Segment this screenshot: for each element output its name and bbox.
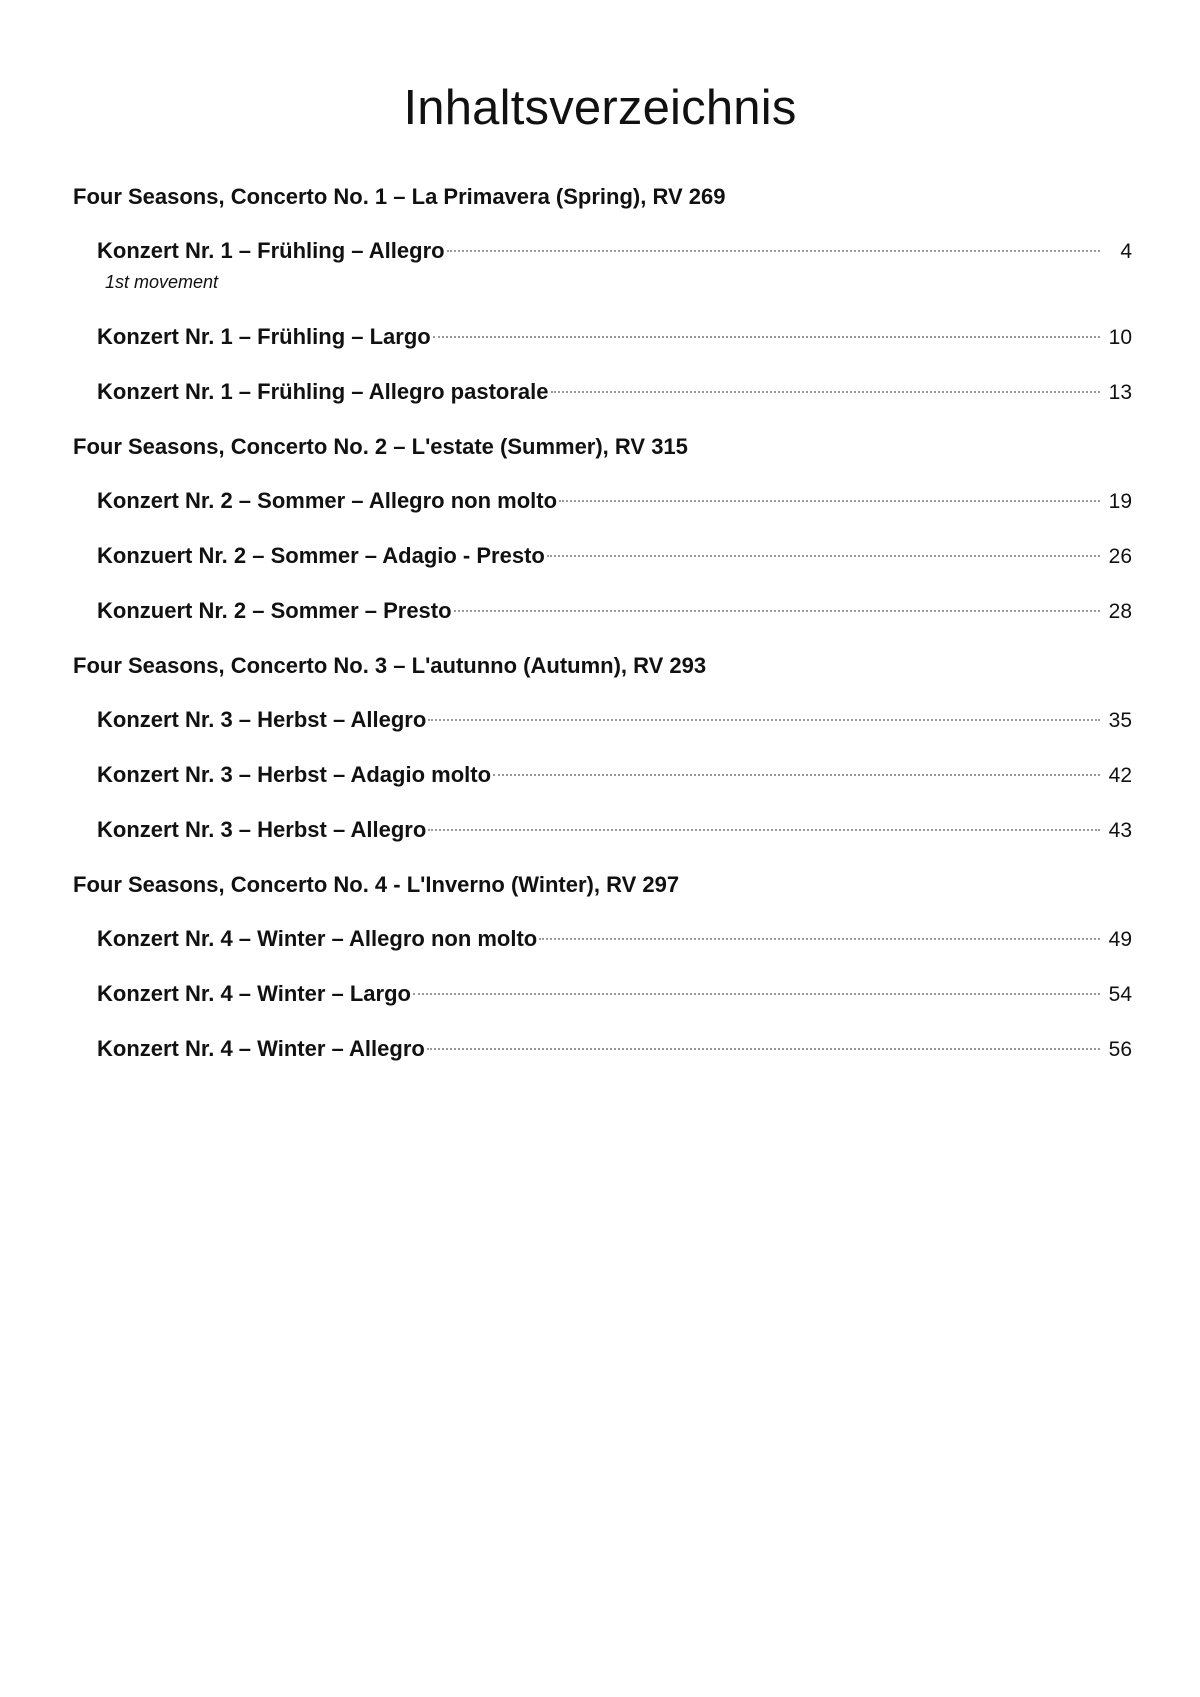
toc-entry-title: Konzert Nr. 4 – Winter – Largo — [97, 981, 411, 1006]
toc-entry-title: Konzert Nr. 2 – Sommer – Allegro non molto — [97, 488, 558, 513]
toc-entry-page-number: 4 — [1120, 240, 1132, 263]
dot-leader — [428, 719, 1100, 721]
dot-leader — [428, 829, 1100, 831]
toc-entry-title: Konzert Nr. 3 – Herbst – Allegro — [97, 707, 427, 732]
toc-entry[interactable] — [97, 541, 1132, 571]
toc-entry-title: Konzert Nr. 4 – Winter – Allegro non molto — [97, 926, 538, 951]
toc-entry-page-number: 42 — [1108, 764, 1132, 787]
toc-entry-page-number: 13 — [1108, 381, 1132, 404]
toc-entry-line — [97, 815, 1132, 845]
toc-entry-line — [97, 486, 1132, 516]
toc-entry-page-number: 43 — [1108, 819, 1132, 842]
toc-entry-page-number: 19 — [1108, 490, 1132, 513]
toc-entry-line — [97, 596, 1132, 626]
toc-entry-title: Konzuert Nr. 2 – Sommer – Adagio - Presto — [97, 543, 545, 568]
toc-entry-line — [97, 760, 1132, 790]
dot-leader — [551, 391, 1101, 393]
toc-entry[interactable] — [97, 236, 1132, 294]
toc-entry-title: Konzert Nr. 3 – Herbst – Adagio molto — [97, 762, 492, 787]
dot-leader — [427, 1048, 1100, 1050]
toc-entry-page-number: 49 — [1108, 928, 1132, 951]
toc-entry-title: Konzert Nr. 1 – Frühling – Largo — [97, 324, 431, 349]
toc-entry[interactable] — [97, 979, 1132, 1009]
toc-entry-line — [97, 705, 1132, 735]
toc-entry-title: Konzert Nr. 3 – Herbst – Allegro — [97, 817, 427, 842]
toc-entry-title: Konzert Nr. 1 – Frühling – Allegro — [97, 238, 445, 263]
toc-entry-page-number: 26 — [1108, 545, 1132, 568]
toc-section — [73, 651, 1132, 845]
dot-leader — [539, 938, 1100, 940]
dot-leader — [547, 555, 1100, 557]
toc-entry[interactable] — [97, 760, 1132, 790]
toc-entry-note: 1st movement — [105, 272, 219, 292]
dot-leader — [493, 774, 1100, 776]
dot-leader — [454, 610, 1100, 612]
toc-entry-title: Konzert Nr. 4 – Winter – Allegro — [97, 1036, 425, 1061]
toc-entry[interactable] — [97, 1034, 1132, 1064]
toc-entry-line — [97, 236, 1132, 266]
toc-section — [73, 432, 1132, 626]
toc-entry[interactable] — [97, 815, 1132, 845]
toc-entry[interactable] — [97, 596, 1132, 626]
toc-entry[interactable] — [97, 924, 1132, 954]
dot-leader — [433, 336, 1100, 338]
toc-entry-page-number: 10 — [1108, 326, 1132, 349]
section-heading: Four Seasons, Concerto No. 4 - L'Inverno (Winter), RV 297 — [73, 872, 680, 897]
toc-section — [73, 870, 1132, 1064]
page-title: Inhaltsverzeichnis — [403, 81, 797, 135]
toc-entry-line — [97, 924, 1132, 954]
toc-entry[interactable] — [97, 486, 1132, 516]
toc-entry-title: Konzert Nr. 1 – Frühling – Allegro pastorale — [97, 379, 549, 404]
toc-entry-title: Konzuert Nr. 2 – Sommer – Presto — [97, 598, 452, 623]
dot-leader — [447, 250, 1100, 252]
toc-entry-line — [97, 377, 1132, 407]
section-heading: Four Seasons, Concerto No. 3 – L'autunno (Autumn), RV 293 — [73, 653, 707, 678]
toc-entry-page-number: 56 — [1108, 1038, 1132, 1061]
toc-entry[interactable] — [97, 322, 1132, 352]
section-heading: Four Seasons, Concerto No. 1 – La Primavera (Spring), RV 269 — [73, 184, 726, 209]
table-of-contents — [73, 182, 1132, 1089]
toc-entry-line — [97, 979, 1132, 1009]
toc-entry[interactable] — [97, 705, 1132, 735]
toc-entry-line — [97, 541, 1132, 571]
toc-entry-page-number: 54 — [1108, 983, 1132, 1006]
toc-entry-line — [97, 322, 1132, 352]
toc-entry-page-number: 28 — [1108, 600, 1132, 623]
toc-entry-page-number: 35 — [1108, 709, 1132, 732]
toc-entry-line — [97, 1034, 1132, 1064]
section-heading: Four Seasons, Concerto No. 2 – L'estate (Summer), RV 315 — [73, 434, 688, 459]
toc-section — [73, 182, 1132, 407]
dot-leader — [413, 993, 1100, 995]
dot-leader — [559, 500, 1100, 502]
toc-entry[interactable] — [97, 377, 1132, 407]
